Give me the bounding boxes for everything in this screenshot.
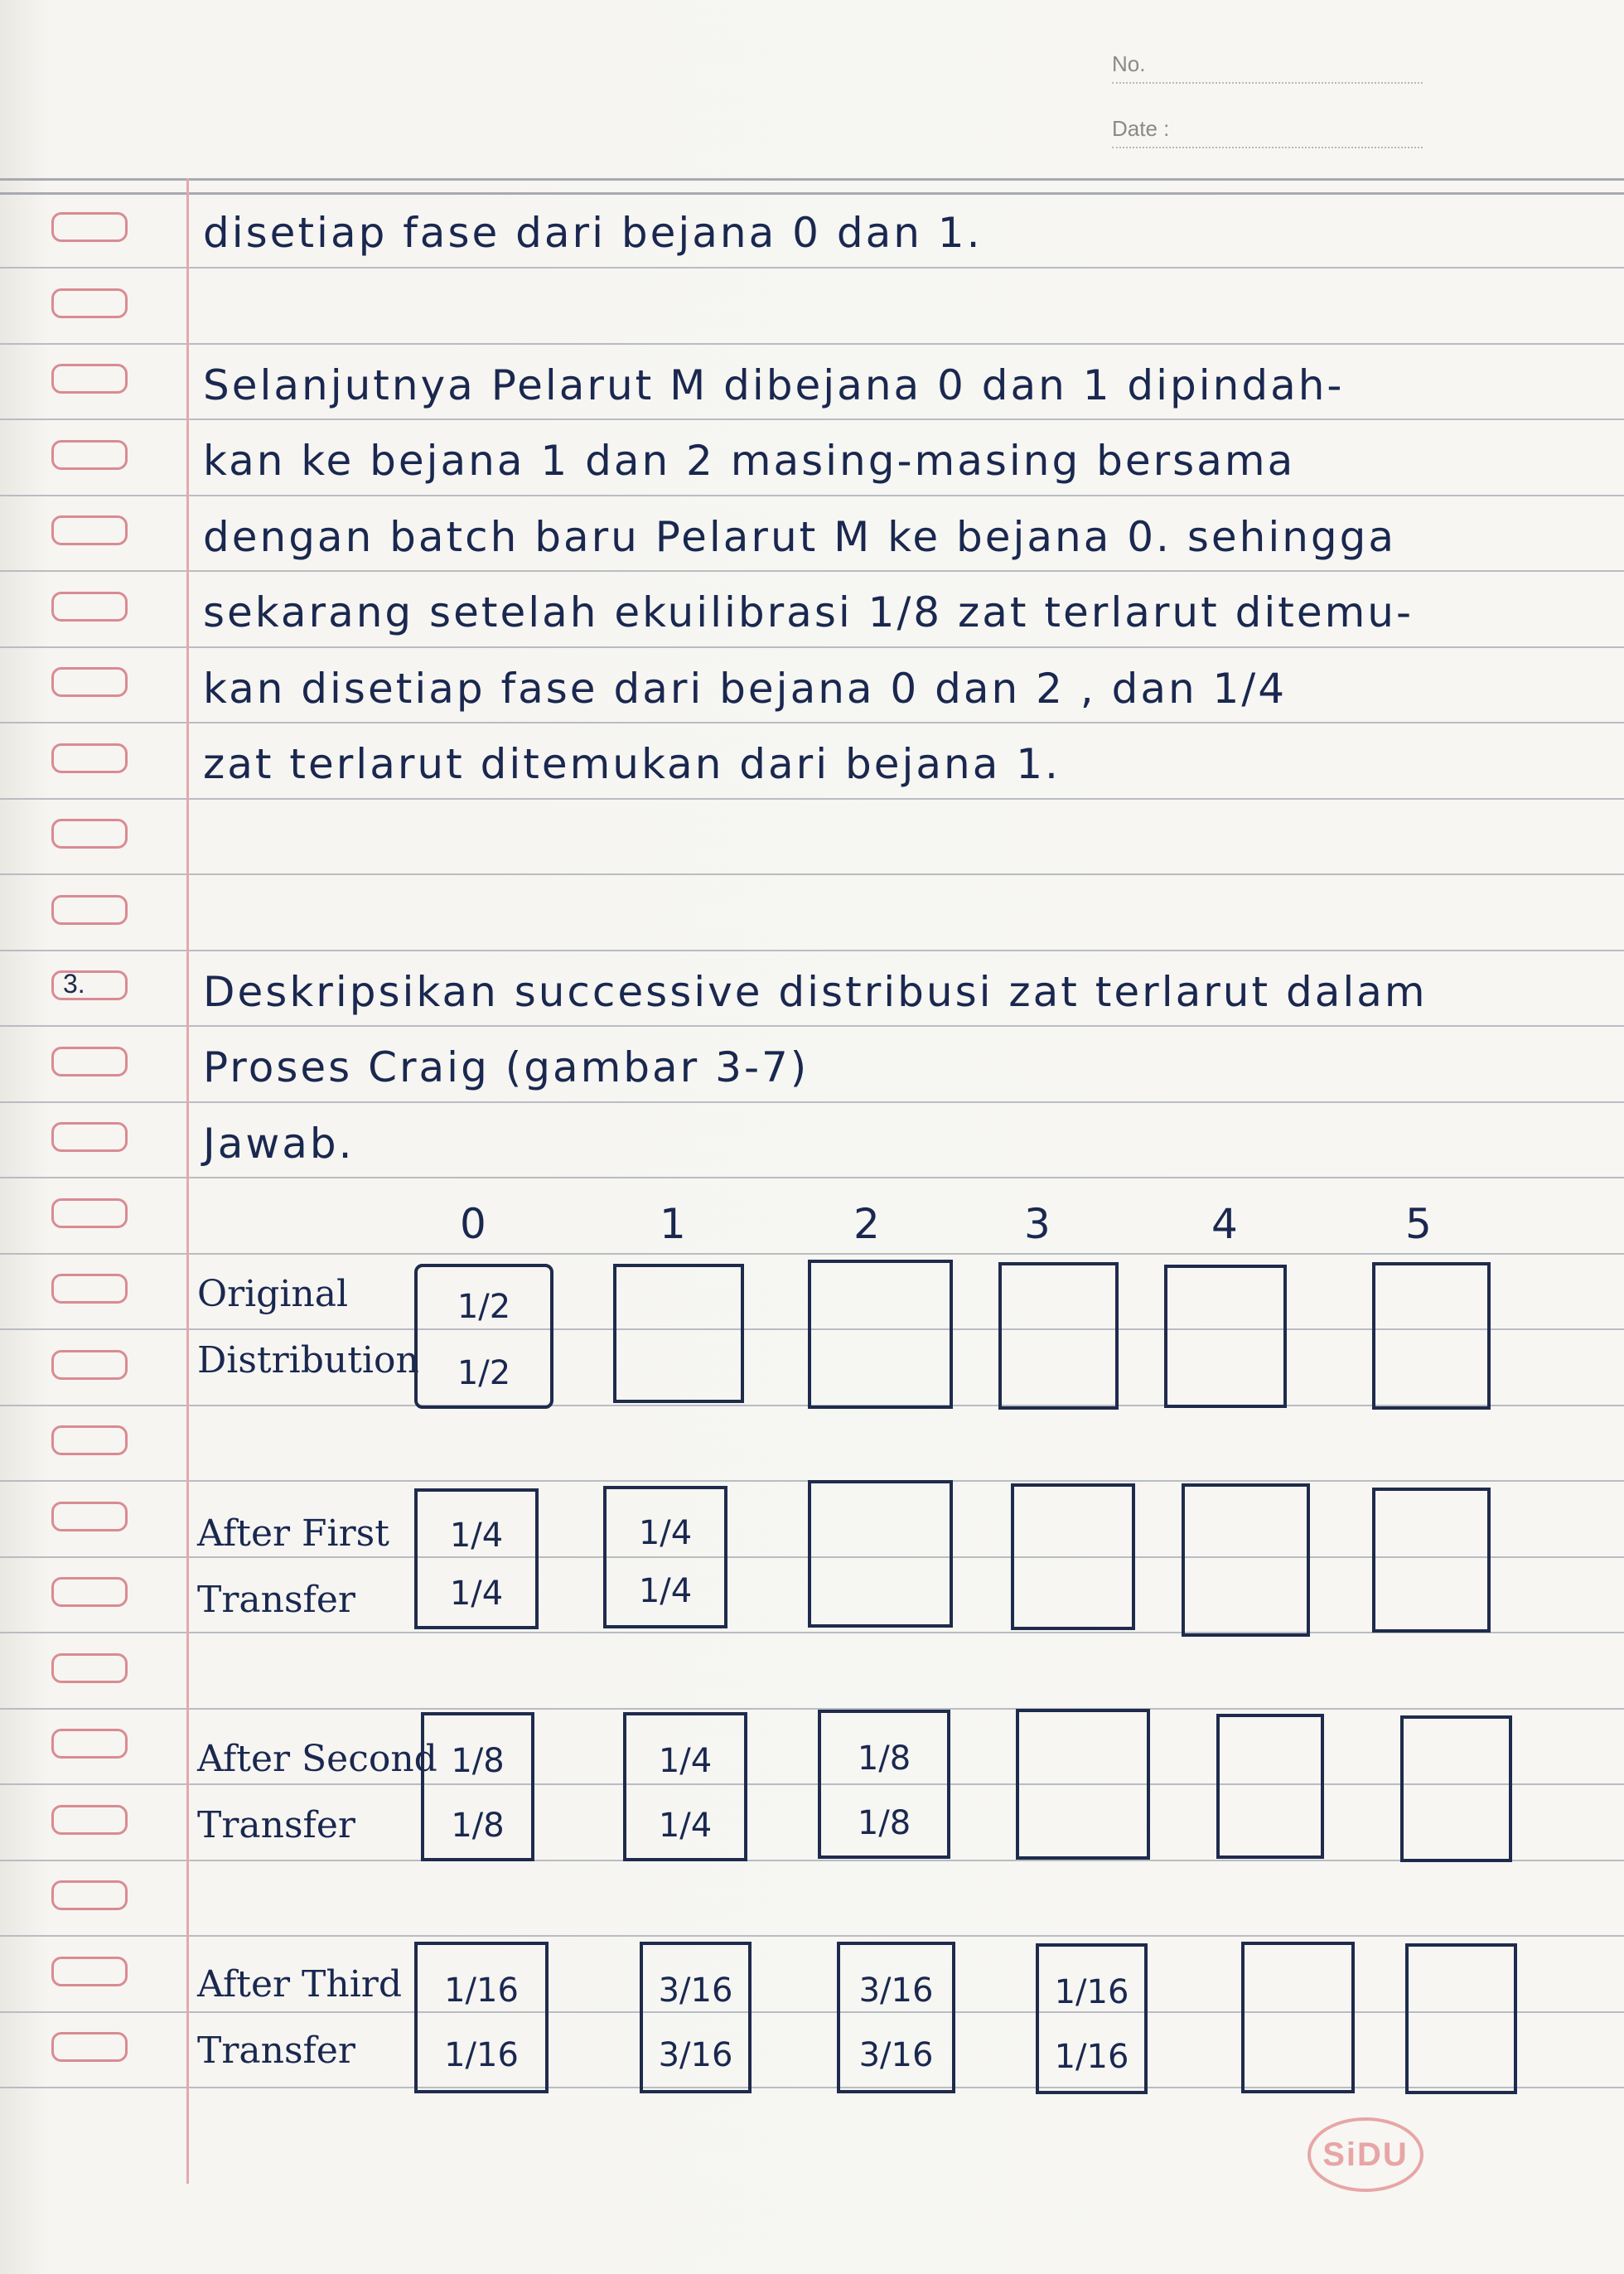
margin-line [186,178,189,2184]
column-header: 5 [1405,1200,1432,1248]
cell-lower: 3/16 [858,2036,934,2074]
row-label [197,1726,437,1859]
vessel-cell [1216,1714,1324,1859]
rule [0,2087,1624,2088]
vessel-cell [414,1942,549,2093]
line-checkbox[interactable] [51,2032,128,2062]
cell-upper: 1/4 [658,1742,713,1780]
rule [0,1025,1624,1027]
column-header: 1 [660,1200,686,1248]
vessel-cell [837,1942,955,2093]
top-rule-2 [0,192,1624,195]
cell-lower: 1/16 [1054,2038,1129,2076]
cell-upper: 1/8 [451,1742,505,1780]
line-checkbox[interactable] [51,440,128,470]
cell-upper: 3/16 [658,1972,733,2010]
row-label [197,1952,402,2084]
cell-lower: 1/2 [457,1354,511,1392]
cell-upper: 1/4 [638,1514,693,1552]
vessel-cell [1241,1942,1355,2093]
column-header: 0 [460,1200,486,1248]
rule [0,1860,1624,1861]
date-label: Date : [1112,116,1170,141]
cell-upper: 1/4 [449,1517,504,1555]
vessel-cell [818,1710,950,1859]
rule [0,950,1624,951]
line-checkbox[interactable] [51,1274,128,1304]
vessel-cell [1372,1262,1491,1410]
rule [0,1177,1624,1178]
cell-lower: 1/8 [857,1804,911,1842]
row-label-line: Transfer [197,1579,355,1621]
rule [0,1253,1624,1255]
vessel-cell [1400,1715,1512,1862]
vessel-cell [1016,1709,1150,1860]
vessel-cell [1164,1265,1287,1408]
rule [0,1101,1624,1103]
rule [0,495,1624,496]
line-checkbox[interactable] [51,667,128,697]
row-label-line: After Third [197,1963,402,2005]
vessel-cell [1011,1483,1135,1630]
text-line: Proses Craig (gambar 3-7) [203,1043,810,1091]
no-field [1112,51,1423,84]
rule [0,419,1624,420]
cell-lower: 1/4 [638,1572,693,1610]
row-label-line: After Second [197,1738,437,1780]
cell-upper: 1/8 [857,1739,911,1778]
rule [0,570,1624,572]
text-line: Jawab. [203,1120,355,1168]
no-label: No. [1112,51,1146,76]
top-rule [0,178,1624,181]
vessel-cell [623,1712,747,1861]
line-checkbox[interactable] [51,1502,128,1531]
text-line: Selanjutnya Pelarut M dibejana 0 dan 1 dipindah- [203,361,1345,409]
line-checkbox[interactable] [51,288,128,318]
line-checkbox[interactable] [51,1425,128,1455]
vessel-cell [808,1480,953,1628]
rule [0,343,1624,345]
cell-lower: 3/16 [658,2036,733,2074]
line-checkbox[interactable] [51,1122,128,1152]
line-checkbox[interactable] [51,1350,128,1380]
vessel-cell [421,1712,534,1861]
text-line: kan ke bejana 1 dan 2 masing-masing bersama [203,437,1296,485]
line-checkbox[interactable] [51,1880,128,1910]
line-checkbox[interactable] [51,743,128,773]
vessel-cell [998,1262,1119,1410]
rule [0,798,1624,800]
row-label-line: Transfer [197,2030,355,2072]
line-checkbox[interactable] [51,1957,128,1986]
vessel-cell [414,1264,553,1409]
rule [0,646,1624,648]
text-line: kan disetiap fase dari bejana 0 dan 2 , dan 1/4 [203,665,1288,713]
sidu-logo: SiDU [1307,2117,1423,2192]
cell-lower: 1/4 [658,1807,713,1845]
line-checkbox[interactable] [51,1653,128,1683]
line-checkbox[interactable] [51,1729,128,1759]
vessel-cell [808,1260,953,1409]
line-checkbox[interactable] [51,1047,128,1077]
line-checkbox[interactable] [51,364,128,394]
text-line: sekarang setelah ekuilibrasi 1/8 zat terlarut ditemu- [203,588,1414,636]
cell-upper: 1/16 [444,1972,519,2010]
vessel-cell [1405,1943,1517,2094]
line-checkbox[interactable] [51,895,128,925]
cell-upper: 1/2 [457,1288,511,1326]
cell-upper: 1/16 [1054,1973,1129,2011]
text-line: disetiap fase dari bejana 0 dan 1. [203,209,983,257]
cell-lower: 1/4 [449,1575,504,1613]
vessel-cell [1372,1488,1491,1633]
row-label-line: Transfer [197,1804,355,1846]
vessel-cell [1036,1943,1148,2094]
column-header: 3 [1024,1200,1051,1248]
cell-upper: 3/16 [858,1972,934,2010]
date-field [1112,116,1423,148]
row-label-line: Distribution [197,1339,419,1381]
line-checkbox[interactable] [51,1577,128,1607]
vessel-cell [613,1264,744,1403]
row-label-line: After First [197,1512,389,1555]
rule [0,722,1624,723]
rule [0,1708,1624,1710]
vessel-cell [414,1488,539,1629]
column-header: 2 [853,1200,880,1248]
column-header: 4 [1211,1200,1238,1248]
line-checkbox[interactable] [51,515,128,545]
line-checkbox[interactable] [51,1805,128,1835]
row-label [197,1501,389,1633]
cell-lower: 1/8 [451,1807,505,1845]
line-checkbox[interactable] [51,1198,128,1228]
vessel-cell [603,1486,727,1628]
rule [0,873,1624,875]
vessel-cell [1182,1483,1310,1637]
text-line: Deskripsikan successive distribusi zat terlarut dalam [203,968,1428,1016]
cell-lower: 1/16 [444,2036,519,2074]
text-line: zat terlarut ditemukan dari bejana 1. [203,740,1061,788]
line-checkbox[interactable] [51,819,128,849]
question-number: 3. [63,969,85,999]
text-line: dengan batch baru Pelarut M ke bejana 0. sehingga [203,513,1397,561]
rule [0,1935,1624,1937]
row-label-line: Original [197,1273,349,1315]
rule [0,267,1624,269]
vessel-cell [640,1942,752,2093]
row-label [197,1261,419,1394]
line-checkbox[interactable] [51,212,128,242]
line-checkbox[interactable] [51,592,128,622]
